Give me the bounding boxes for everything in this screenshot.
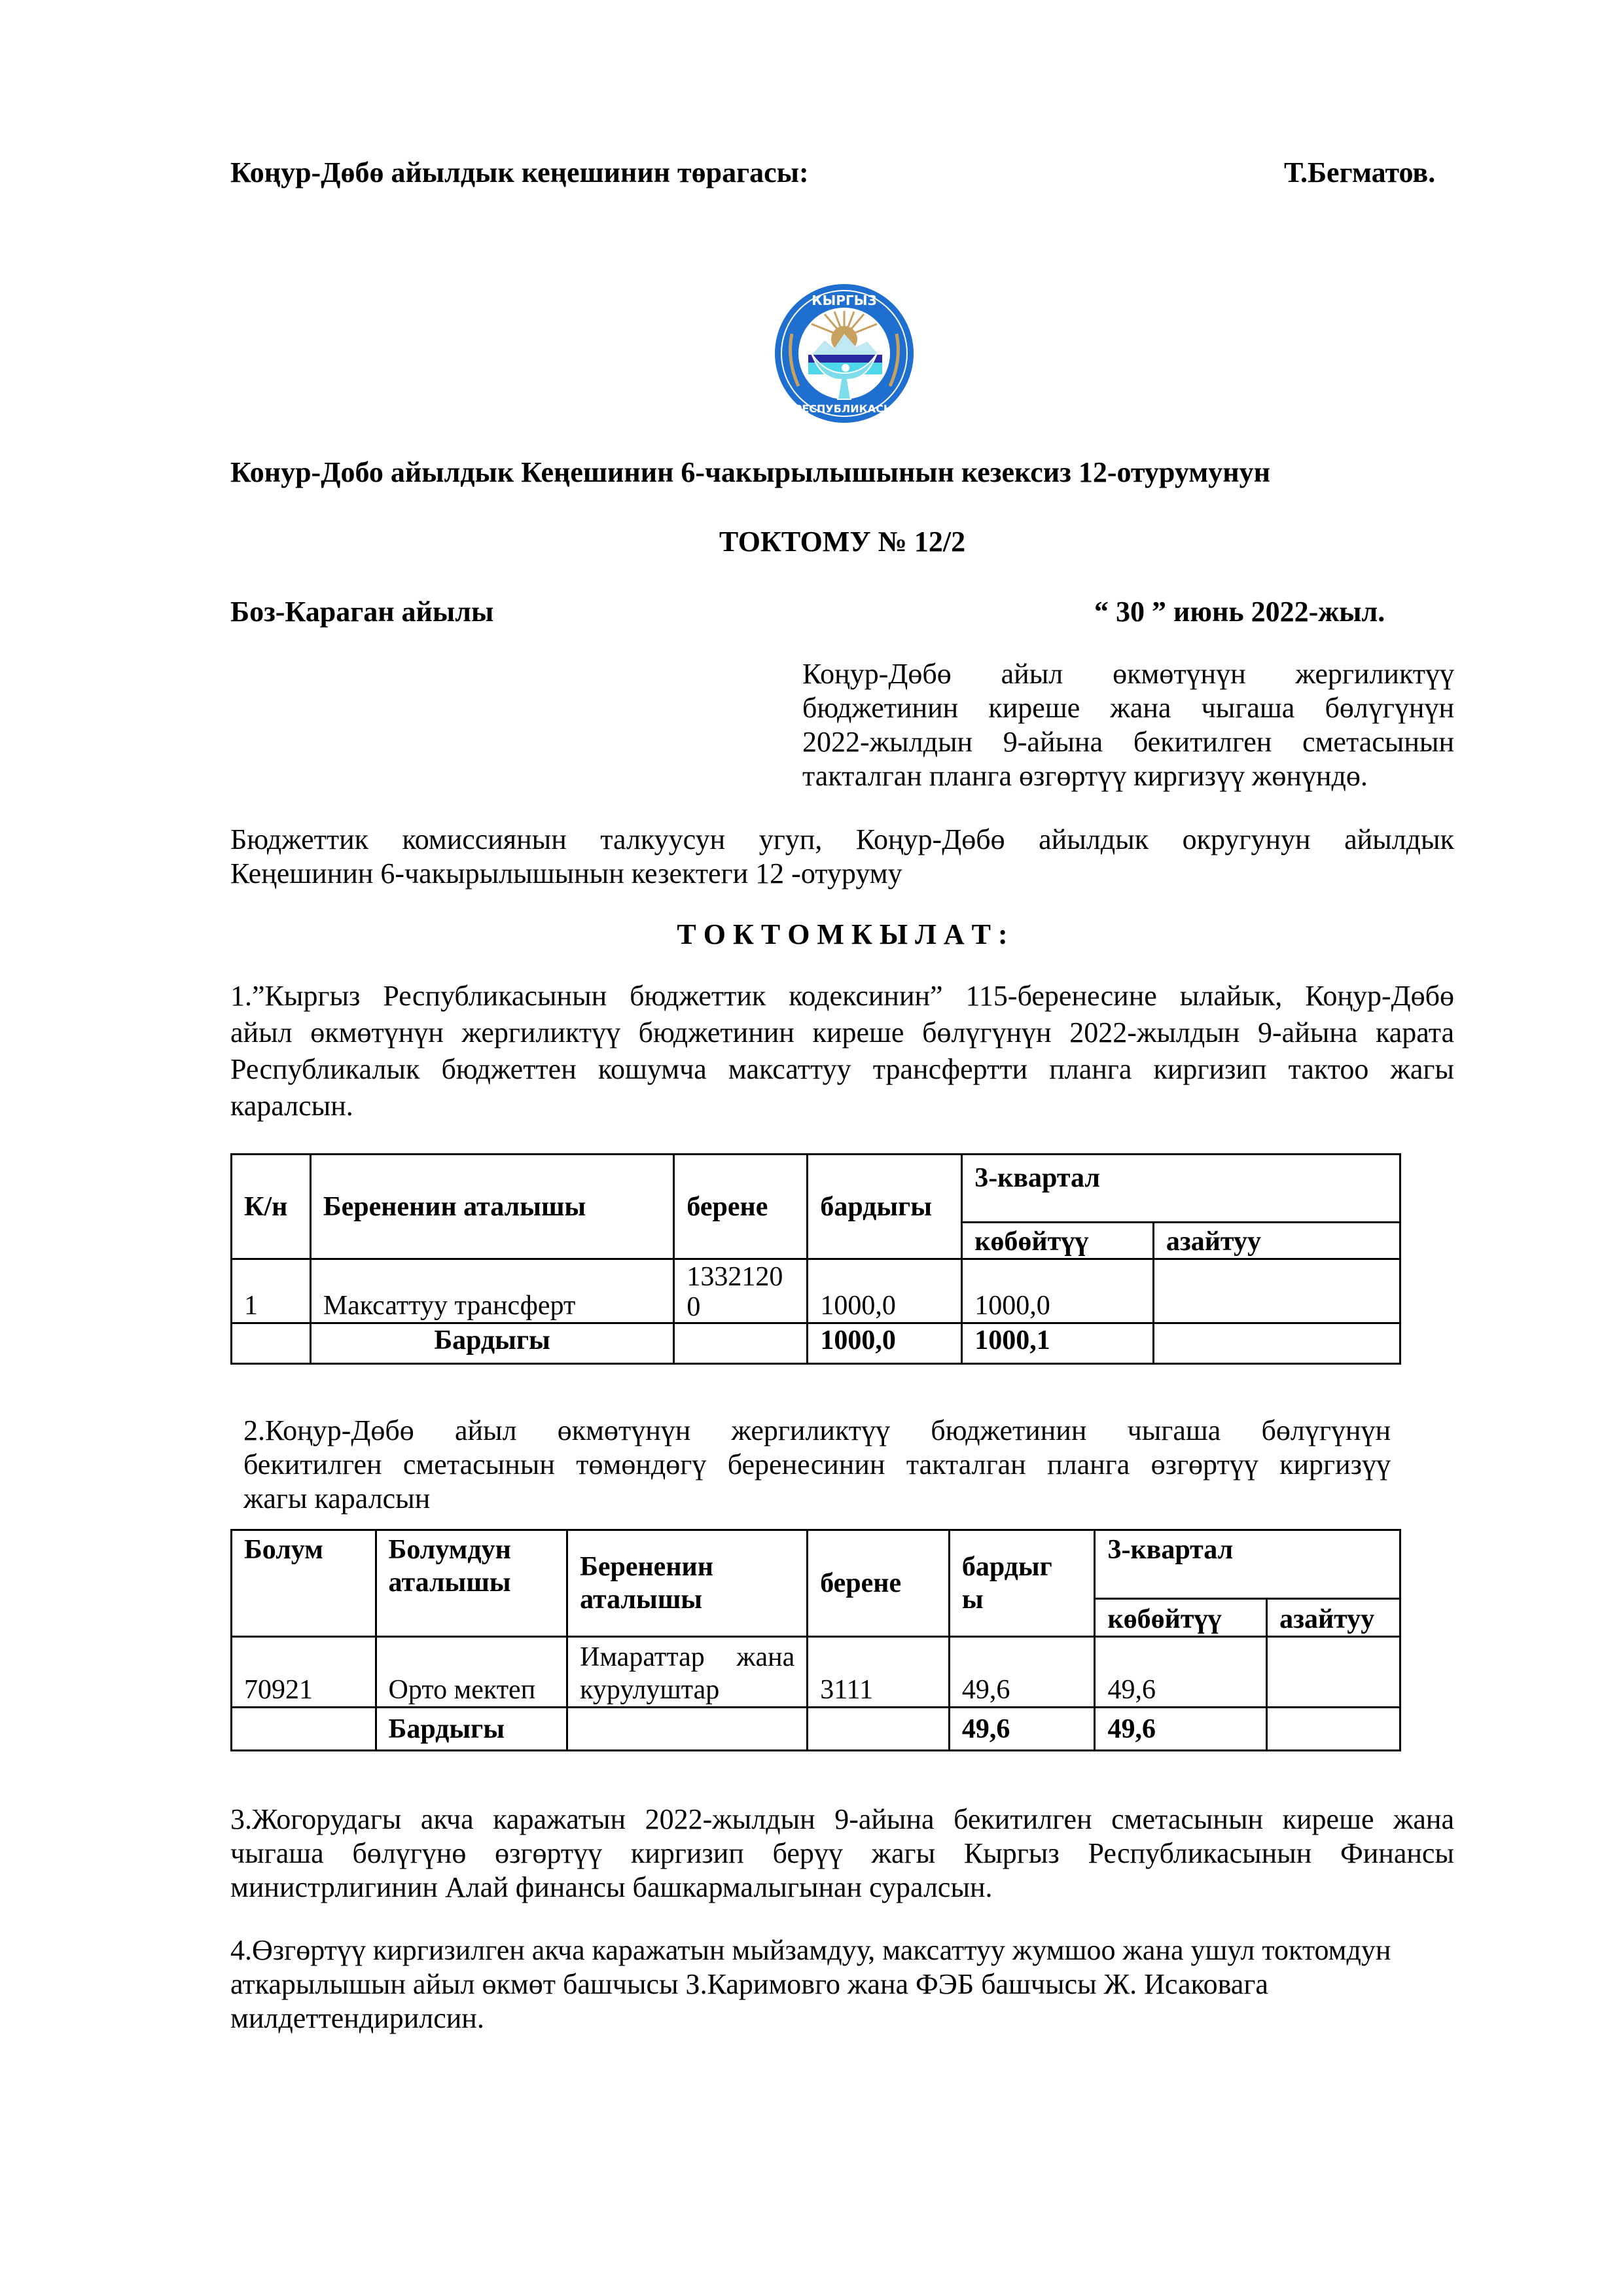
item-4-line: 4.Өзгөртүү киргизилген акча каражатын мыйзамдуу, максаттуу жумшоо жана ушул токтомдун: [230, 1934, 1391, 1966]
decree-date: “ 30 ” июнь 2022-жыл.: [1094, 596, 1385, 628]
header-item-name-line: аталышы: [580, 1585, 703, 1615]
row-item-name: Максаттуу трансферт: [310, 1259, 674, 1323]
header-section: Болум: [232, 1530, 376, 1637]
preamble-line: Кеңешинин 6-чакырылышынын кезектеги 12 -отуруму: [230, 857, 902, 889]
session-title: Конур-Добо айылдык Кеңешинин 6-чакырылышынын кезексиз 12-отурумунун: [230, 456, 1270, 488]
row-item-name-line: Имараттар жана: [580, 1642, 795, 1672]
item-3-line: министрлигинин Алай финансы башкармалыгынан суралсын.: [230, 1871, 993, 1903]
row-total: 49,6: [949, 1637, 1095, 1708]
subject-line: бюджетинин киреше жана чыгаша бөлүгүнүн: [802, 692, 1454, 724]
table-footer-row: [232, 1708, 1400, 1751]
footer-num: [232, 1323, 311, 1364]
village-name: Боз-Караган айылы: [230, 596, 494, 628]
item-2-line: бекитилген сметасынын төмөндөгү беренесинин такталган планга өзгөртүү киргизүү: [243, 1448, 1391, 1480]
item-1-line: 1.”Кыргыз Республикасынын бюджеттик кодексинин” 115-беренесине ылайык, Коңур-Дөбө: [230, 980, 1454, 1012]
header-total: бардыгы: [808, 1155, 962, 1259]
header-item-name: [567, 1530, 808, 1637]
footer-label: Бардыгы: [310, 1323, 674, 1364]
row-code-line: 1332120: [687, 1262, 783, 1292]
footer-label: Бардыгы: [376, 1708, 567, 1751]
row-section-name: Орто мектеп: [376, 1637, 567, 1708]
header-code: берене: [808, 1530, 950, 1637]
table-row: [232, 1259, 1400, 1323]
item-1-line: Республикалык бюджеттен кошумча максаттуу трансфертти планга киргизип тактоо жагы: [230, 1053, 1454, 1085]
header-num: К/н: [232, 1155, 311, 1259]
item-2: [243, 1414, 1391, 1516]
header-item-name: Берененин аталышы: [310, 1155, 674, 1259]
row-decrease: [1267, 1637, 1400, 1708]
header-total-line: бардыг: [961, 1552, 1052, 1582]
table-footer-row: [232, 1323, 1400, 1364]
item-1-line: айыл өкмөтүнүн жергиликтүү бюджетинин киреше бөлүгүнүн 2022-жылдын 9-айына карата: [230, 1016, 1454, 1049]
emblem-top-text: КЫРГЫЗ: [812, 293, 877, 308]
footer-increase: 49,6: [1095, 1708, 1267, 1751]
row-item-name-line: курулуштар: [580, 1675, 720, 1705]
footer-decrease: [1267, 1708, 1400, 1751]
header-quarter: 3-квартал: [1095, 1530, 1400, 1599]
preamble-line: Бюджеттик комиссиянын талкуусун угуп, Коңур-Дөбө айылдык округунун айылдык: [230, 823, 1454, 855]
item-3-line: 3.Жогорудагы акча каражатын 2022-жылдын 9-айына бекитилген сметасынын киреше жана: [230, 1803, 1454, 1835]
emblem-bottom-text: РЕСПУБЛИКАСЫ: [794, 403, 895, 415]
item-1-line: каралсын.: [230, 1090, 353, 1122]
header-item-name-line: Берененин: [580, 1552, 713, 1582]
header-section-name-line: аталышы: [388, 1568, 511, 1598]
row-code: 3111: [808, 1637, 950, 1708]
footer-decrease: [1153, 1323, 1400, 1364]
row-increase: 1000,0: [962, 1259, 1154, 1323]
footer-total: 49,6: [949, 1708, 1095, 1751]
chair-name: Т.Бегматов.: [1284, 156, 1436, 188]
footer-item-name: [567, 1708, 808, 1751]
row-section: 70921: [232, 1637, 376, 1708]
chair-title: Коңур-Дөбө айылдык кеңешинин төрагасы:: [230, 156, 809, 188]
header-decrease: азайтуу: [1267, 1599, 1400, 1637]
item-4-line: милдеттендирилсин.: [230, 2002, 484, 2034]
item-4: [230, 1933, 1454, 2036]
item-1: [230, 978, 1454, 1124]
subject-line: Коңур-Дөбө айыл өкмөтүнүн жергиликтүү: [802, 658, 1454, 690]
header-total: [949, 1530, 1095, 1637]
item-3: [230, 1803, 1454, 1905]
row-increase: 49,6: [1095, 1637, 1267, 1708]
row-decrease: [1153, 1259, 1400, 1323]
subject-line: такталган планга өзгөртүү киргизүү жөнүндө.: [802, 760, 1368, 792]
row-item-name: [567, 1637, 808, 1708]
row-code: [674, 1259, 808, 1323]
header-decrease: азайтуу: [1153, 1223, 1400, 1259]
row-num: 1: [232, 1259, 311, 1323]
footer-code: [808, 1708, 950, 1751]
row-code-line: 0: [687, 1292, 701, 1322]
header-increase: көбөйтүү: [962, 1223, 1154, 1259]
header-quarter: 3-квартал: [962, 1155, 1400, 1223]
item-4-line: аткарылышын айыл өкмөт башчысы З.Каримовго жана ФЭБ башчысы Ж. Исаковага: [230, 1968, 1268, 2000]
kyrgyz-state-emblem-icon: [772, 281, 916, 425]
expense-table: [230, 1529, 1401, 1751]
header-total-line: ы: [961, 1585, 984, 1615]
footer-section: [232, 1708, 376, 1751]
footer-code: [674, 1323, 808, 1364]
revenue-table: [230, 1153, 1401, 1365]
subject-block: [802, 657, 1454, 793]
preamble: [230, 823, 1454, 891]
item-2-line: жагы каралсын: [243, 1482, 431, 1515]
decree-number: ТОКТОМУ № 12/2: [719, 526, 966, 558]
item-3-line: чыгаша бөлүгүнө өзгөртүү киргизип берүү жагы Кыргыз Республикасынын Финансы: [230, 1837, 1454, 1869]
row-total: 1000,0: [808, 1259, 962, 1323]
subject-line: 2022-жылдын 9-айына бекитилген сметасынын: [802, 726, 1454, 758]
footer-increase: 1000,1: [962, 1323, 1154, 1364]
resolves-heading: Т О К Т О М К Ы Л А Т :: [677, 918, 1008, 950]
footer-total: 1000,0: [808, 1323, 962, 1364]
header-section-name-line: Болумдун: [388, 1535, 511, 1565]
header-section-name: [376, 1530, 567, 1637]
header-code: берене: [674, 1155, 808, 1259]
table-row: [232, 1637, 1400, 1708]
item-2-line: 2.Коңур-Дөбө айыл өкмөтүнүн жергиликтүү бюджетинин чыгаша бөлүгүнүн: [243, 1414, 1391, 1446]
header-increase: көбөйтүү: [1095, 1599, 1267, 1637]
